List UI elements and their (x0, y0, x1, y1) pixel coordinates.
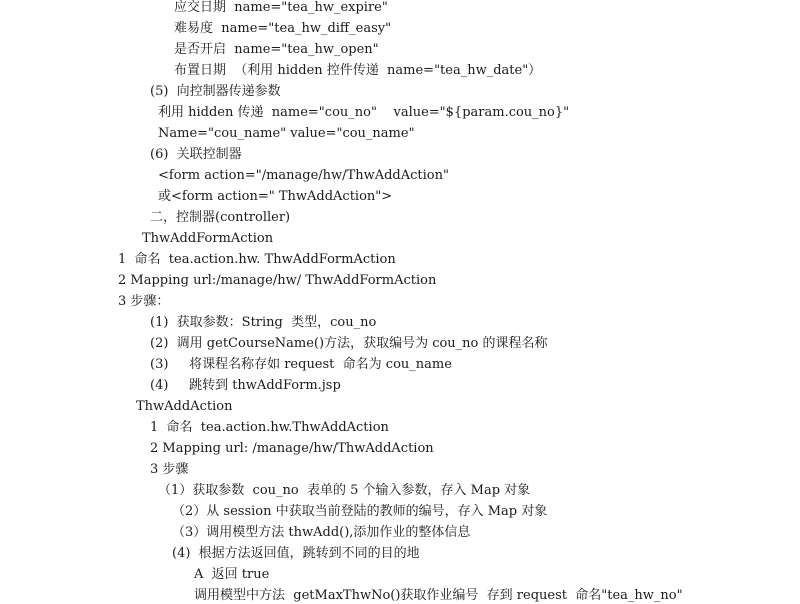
formaction-mapping-line: 2 Mapping url:/manage/hw/ ThwAddFormAction (118, 273, 437, 288)
field-date-line: 布置日期 （利用 hidden 控件传递 name="tea_hw_date"） (174, 63, 542, 78)
formaction-step-1: (1) 获取参数：String 类型，cou_no (150, 315, 377, 330)
addaction-step-3: （3）调用模型方法 thwAdd(),添加作业的整体信息 (172, 525, 471, 540)
formaction-step-3: (3) 将课程名称存如 request 命名为 cou_name (150, 357, 452, 372)
thwaddformaction-title: ThwAddFormAction (142, 231, 274, 246)
formaction-steps-heading: 3 步骤： (118, 294, 170, 309)
step-5-heading: (5) 向控制器传递参数 (150, 84, 281, 99)
formaction-step-4: (4) 跳转到 thwAddForm.jsp (150, 378, 341, 393)
field-open-line: 是否开启 name="tea_hw_open" (174, 42, 379, 57)
addaction-step-2: （2）从 session 中获取当前登陆的教师的编号，存入 Map 对象 (172, 504, 548, 519)
addaction-step-1: （1）获取参数 cou_no 表单的 5 个输入参数，存入 Map 对象 (158, 483, 531, 498)
form-action-alt-line: 或<form action=" ThwAddAction"> (158, 189, 393, 204)
formaction-step-2: (2) 调用 getCourseName()方法，获取编号为 cou_no 的课程名称 (150, 336, 548, 351)
addaction-naming-line: 1 命名 tea.action.hw.ThwAddAction (150, 420, 389, 435)
formaction-naming-line: 1 命名 tea.action.hw. ThwAddFormAction (118, 252, 396, 267)
addaction-steps-heading: 3 步骤 (150, 462, 189, 477)
addaction-step-4-a: A 返回 true (194, 567, 270, 582)
thwaddaction-title: ThwAddAction (136, 399, 233, 414)
form-action-line: <form action="/manage/hw/ThwAddAction" (158, 168, 449, 183)
field-expire-line: 应交日期 name="tea_hw_expire" (174, 0, 388, 15)
addaction-mapping-line: 2 Mapping url: /manage/hw/ThwAddAction (150, 441, 434, 456)
hidden-cou-name-line: Name="cou_name" value="cou_name" (158, 126, 415, 141)
section-controller-heading: 二，控制器(controller) (150, 210, 291, 225)
addaction-step-4-a-detail: 调用模型中方法 getMaxThwNo()获取作业编号 存到 request 命名"tea_hw_no" (194, 588, 683, 603)
field-difficulty-line: 难易度 name="tea_hw_diff_easy" (174, 21, 392, 36)
addaction-step-4: (4) 根据方法返回值，跳转到不同的目的地 (172, 546, 420, 561)
step-6-heading: (6) 关联控制器 (150, 147, 242, 162)
hidden-cou-no-line: 利用 hidden 传递 name="cou_no" value="${param.cou_no}" (158, 105, 570, 120)
